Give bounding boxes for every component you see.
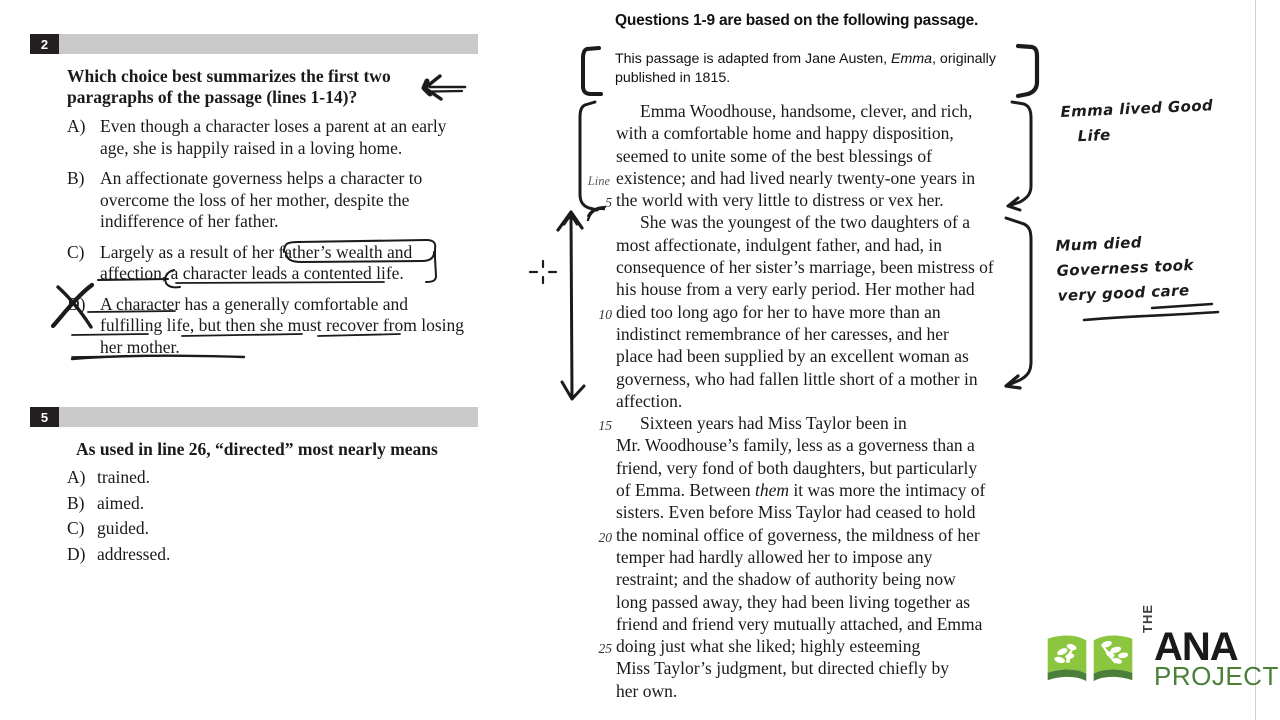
choice-a-text: trained. (97, 467, 150, 487)
passage-line-text: doing just what she liked; highly esteeming (616, 636, 921, 657)
choice-d[interactable] (67, 294, 467, 359)
handwritten-note-1-line-1: Emma lived Good (1060, 96, 1214, 121)
choice-a-text: Even though a character loses a parent at an early age, she is happily raised in a loving home. (100, 116, 447, 158)
question-header-bar (30, 34, 478, 54)
choice-b[interactable] (67, 168, 467, 233)
passage-line-text: existence; and had lived nearly twenty-one years in (616, 167, 976, 188)
choice-d-label: D) (67, 293, 86, 314)
passage-intro-part1: This passage is adapted from Jane Austen, (615, 51, 892, 67)
dashed-cross-mark-annotation (528, 258, 558, 286)
handwritten-note-2-line-2: Governess took (1056, 255, 1195, 280)
choice-a[interactable] (67, 116, 467, 159)
passage-column (560, 0, 1060, 720)
passage-line-marker-label: Line (587, 173, 610, 188)
passage-line-text: temper had hardly allowed her to impose any (616, 546, 933, 567)
passage-line (560, 434, 1030, 456)
choice-c-label: C) (67, 518, 85, 538)
left-arrow-annotation-icon (410, 70, 470, 106)
passage-line-number: 25 (598, 641, 612, 657)
passage-line-text: governess, who had fallen little short of a mother in (616, 368, 978, 389)
passage-line-text: Mr. Woodhouse’s family, less as a governess than a (616, 435, 975, 456)
passage-intro (615, 50, 1021, 88)
handwritten-note-2-line-3: very good care (1057, 281, 1190, 305)
question-2-number: 2 (30, 34, 59, 54)
passage-intro-title: Emma (891, 51, 933, 67)
passage-heading: Questions 1-9 are based on the following passage. (615, 12, 979, 29)
passage-intro-part2: , originally published in 1815. (615, 51, 996, 86)
choice-d-label: D) (67, 543, 86, 564)
passage-line (560, 368, 1030, 390)
passage-line-text: most affectionate, indulgent father, and had, in (616, 234, 943, 255)
passage-line (560, 457, 1030, 479)
passage-line (560, 211, 1030, 233)
choice-b-label: B) (67, 168, 85, 188)
passage-line-number: 10 (598, 306, 612, 322)
passage-line-text: long passed away, they had been living together as (616, 591, 971, 612)
question-2-stem: Which choice best summarizes the first two paragraphs of the passage (lines 1-14)? (67, 66, 391, 107)
passage-line (560, 479, 1030, 501)
ana-project-logo (1044, 604, 1279, 691)
passage-line-text: consequence of her sister’s marriage, been mistress of (616, 257, 994, 278)
questions-column (0, 0, 520, 720)
choice-b[interactable] (67, 493, 467, 515)
passage-line-text: Sixteen years had Miss Taylor been in (640, 413, 907, 434)
passage-line-text: seemed to unite some of the best blessings of (616, 145, 932, 166)
passage-line (560, 100, 1030, 122)
passage-line (560, 301, 1030, 323)
passage-line-text: the nominal office of governess, the mildness of her (616, 524, 980, 545)
passage-line-text: Miss Taylor’s judgment, but directed chiefly by (616, 658, 950, 679)
choice-b-label: B) (67, 492, 85, 513)
question-5-choices (67, 467, 467, 569)
passage-line-text: friend and friend very mutually attached, and Emma (616, 613, 983, 634)
choice-a[interactable] (67, 467, 467, 489)
choice-c-text: Largely as a result of her father’s wealth and affection, a character leads a contented life. (100, 241, 413, 283)
question-5-number: 5 (30, 407, 59, 427)
passage-line (560, 635, 1030, 657)
passage-line-text: died too long ago for her to have more than an (616, 301, 941, 322)
passage-line (560, 345, 1030, 367)
passage-line (560, 524, 1030, 546)
passage-line-text: her own. (616, 680, 678, 701)
passage-line-text: indistinct remembrance of her caresses, and her (616, 323, 949, 344)
passage-line-text: sisters. Even before Miss Taylor had ceased to hold (616, 502, 976, 523)
passage-italic-word: them (754, 480, 790, 501)
handwritten-note-1 (1060, 91, 1262, 150)
handwritten-note-2-line-1: Mum died (1055, 233, 1143, 255)
passage-line-number: 20 (598, 529, 612, 545)
passage-line (560, 613, 1030, 635)
passage-line (560, 234, 1030, 256)
passage-line (560, 680, 1030, 702)
passage-line-text: the world with very little to distress or vex her. (616, 190, 944, 211)
choice-d[interactable] (67, 544, 467, 566)
passage-body (560, 100, 1030, 702)
choice-a-label: A) (67, 467, 86, 487)
choice-b-text: An affectionate governess helps a character to overcome the loss of her mother, despite the indifference of her father. (100, 168, 423, 231)
passage-line (560, 591, 1030, 613)
passage-line (560, 145, 1030, 167)
passage-line (560, 657, 1030, 679)
passage-line-text: his house from a very early period. Her mother had (616, 279, 975, 300)
passage-line-text: with a comfortable home and happy disposition, (616, 123, 954, 144)
passage-line-text: restraint; and the shadow of authority being now (616, 569, 956, 590)
passage-line-number: 5 (605, 195, 612, 211)
passage-line (560, 189, 1030, 211)
choice-c[interactable] (67, 518, 467, 540)
choice-d-text: addressed. (97, 543, 171, 564)
choice-c-text: guided. (97, 518, 150, 538)
passage-line (560, 278, 1030, 300)
question-5-stem: As used in line 26, “directed” most nearly means (76, 439, 438, 459)
logo-the-text: THE (1140, 604, 1155, 633)
handwritten-note-1-line-2: Life (1077, 125, 1111, 146)
question-header-bar (30, 407, 478, 427)
passage-line (560, 323, 1030, 345)
logo-ana-text: ANA (1154, 625, 1238, 669)
passage-line (560, 412, 1030, 434)
open-book-leaf-logo-icon (1044, 631, 1136, 687)
passage-line-number: 15 (598, 418, 612, 434)
passage-line (560, 167, 1030, 189)
passage-line (560, 568, 1030, 590)
question-2-header (30, 34, 478, 54)
passage-line-text: place had been supplied by an excellent woman as (616, 346, 969, 367)
question-5-header (30, 407, 478, 427)
choice-a-label: A) (67, 116, 86, 136)
passage-line-text: of Emma. Between them it was more the intimacy of (616, 480, 986, 501)
logo-project-text: PROJECT (1154, 661, 1279, 691)
choice-c[interactable] (67, 242, 467, 285)
passage-line (560, 122, 1030, 144)
passage-line-text: Emma Woodhouse, handsome, clever, and rich, (640, 101, 973, 121)
passage-line (560, 546, 1030, 568)
question-2-choices (67, 116, 467, 367)
passage-line-text: affection. (616, 390, 683, 411)
choice-b-text: aimed. (97, 492, 145, 513)
handwritten-note-2 (1055, 225, 1258, 309)
passage-line-text: She was the youngest of the two daughters of a (640, 212, 970, 233)
choice-d-text: A character has a generally comfortable and fulfilling life, but then she must recover from losing her mother. (100, 293, 465, 357)
passage-line (560, 501, 1030, 523)
passage-line (560, 256, 1030, 278)
passage-line-text: friend, very fond of both daughters, but particularly (616, 457, 978, 478)
choice-c-label: C) (67, 241, 85, 262)
passage-line (560, 390, 1030, 412)
